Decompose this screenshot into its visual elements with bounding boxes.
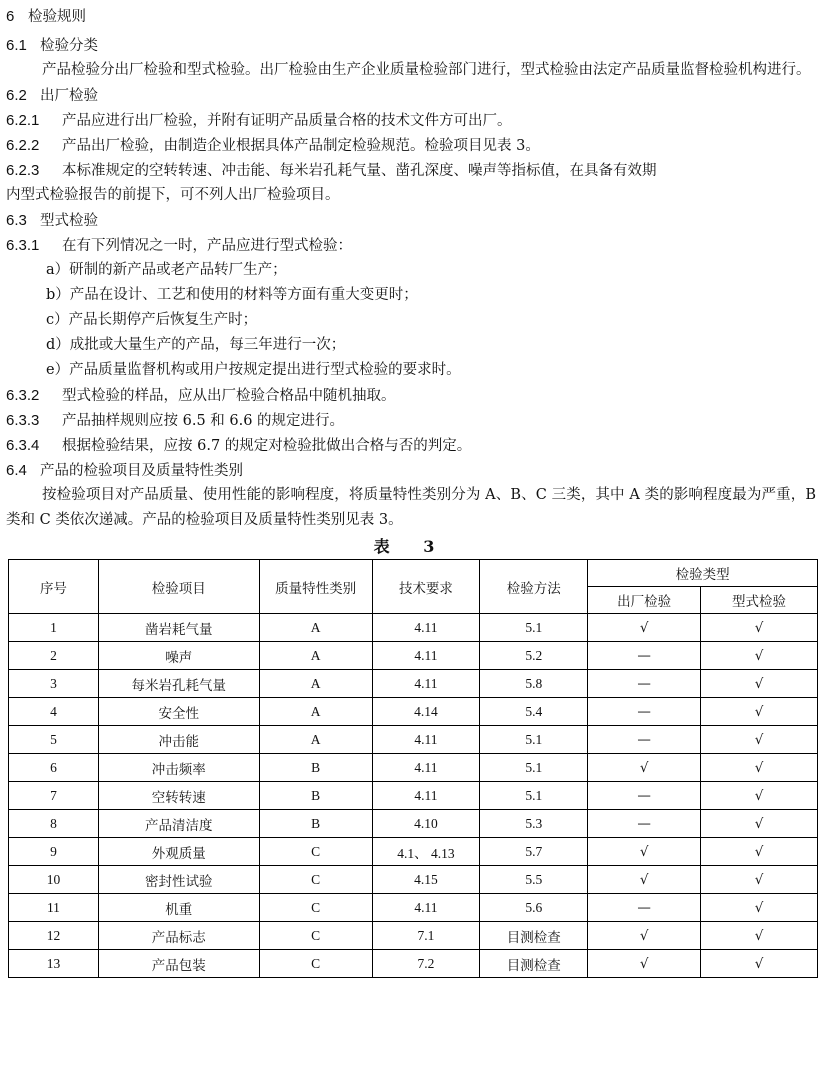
cell-requirement: 4.15	[372, 866, 480, 894]
factory-inspection-dash-icon	[588, 726, 701, 754]
table-row	[9, 922, 818, 950]
type-inspection-check-icon	[701, 950, 818, 978]
list-item: a）研制的新产品或老产品转厂生产；	[46, 262, 287, 278]
section-number: 6	[6, 8, 15, 25]
type-inspection-check-icon	[701, 726, 818, 754]
table-row	[9, 894, 818, 922]
cell-category: A	[259, 670, 372, 698]
table-row	[9, 866, 818, 894]
type-inspection-check-icon	[701, 754, 818, 782]
table-row	[9, 782, 818, 810]
cell-item: 每米岩孔耗气量	[98, 670, 259, 698]
list-item: d）成批或大量生产的产品，每三年进行一次；	[46, 337, 346, 353]
cell-item: 外观质量	[98, 838, 259, 866]
cell-requirement: 4.10	[372, 810, 480, 838]
cell-item: 安全性	[98, 698, 259, 726]
cell-method: 5.4	[480, 698, 588, 726]
cell-item: 冲击频率	[98, 754, 259, 782]
clause-number: 6.3.3	[6, 412, 40, 429]
cell-category: A	[259, 726, 372, 754]
section-6-4-paragraph: 按检验项目对产品质量、使用性能的影响程度，将质量特性类别分为 A、B、C 三类，其中 A 类的影响程度最为严重，B 类和 C 类依次递减。产品的检验项目及质量特性类别见表 3。	[6, 487, 816, 528]
section-number: 6.3	[6, 212, 27, 229]
clause-number: 6.3.1	[6, 237, 40, 254]
clause-text: 型式检验的样品，应从出厂检验合格品中随机抽取。	[62, 388, 396, 404]
clause-number: 6.3.4	[6, 437, 40, 454]
factory-inspection-check-icon	[588, 838, 701, 866]
section-number: 6.2	[6, 87, 27, 104]
cell-requirement: 4.14	[372, 698, 480, 726]
type-inspection-check-icon	[701, 782, 818, 810]
cell-method: 5.8	[480, 670, 588, 698]
cell-method: 5.1	[480, 754, 588, 782]
cell-method: 5.6	[480, 894, 588, 922]
table-row	[9, 670, 818, 698]
type-inspection-check-icon	[701, 642, 818, 670]
table-row	[9, 726, 818, 754]
clause-6-2-3	[6, 158, 816, 183]
section-number: 6.4	[6, 462, 27, 479]
type-inspection-check-icon	[701, 614, 818, 642]
cell-seq: 13	[9, 950, 99, 978]
header-item: 检验项目	[98, 560, 259, 614]
header-type-group: 检验类型	[588, 560, 818, 587]
header-seq: 序号	[9, 560, 99, 614]
cell-method: 5.5	[480, 866, 588, 894]
clause-text: 在有下列情况之一时，产品应进行型式检验：	[62, 238, 352, 254]
cell-category: C	[259, 922, 372, 950]
cell-category: C	[259, 950, 372, 978]
cell-seq: 1	[9, 614, 99, 642]
factory-inspection-dash-icon	[588, 698, 701, 726]
clause-6-3-4	[6, 433, 816, 458]
section-6-heading	[6, 4, 816, 29]
cell-seq: 7	[9, 782, 99, 810]
clause-6-3-1	[6, 233, 816, 258]
clause-6-2-2	[6, 133, 816, 158]
type-inspection-check-icon	[701, 670, 818, 698]
clause-number: 6.3.2	[6, 387, 40, 404]
list-item: c）产品长期停产后恢复生产时；	[46, 312, 258, 328]
header-requirement: 技术要求	[372, 560, 480, 614]
header-method: 检验方法	[480, 560, 588, 614]
inspection-items-table	[8, 559, 818, 978]
cell-method: 5.1	[480, 614, 588, 642]
clause-6-2-3-continuation: 内型式检验报告的前提下，可不列人出厂检验项目。	[6, 187, 340, 203]
cell-requirement: 4.11	[372, 782, 480, 810]
cell-seq: 4	[9, 698, 99, 726]
cell-category: A	[259, 698, 372, 726]
section-6-1-heading	[6, 33, 816, 58]
cell-item: 空转转速	[98, 782, 259, 810]
section-6-4-heading	[6, 458, 816, 483]
clause-number: 6.2.2	[6, 137, 40, 154]
clause-6-3-3	[6, 408, 816, 433]
list-item: e）产品质量监督机构或用户按规定提出进行型式检验的要求时。	[46, 362, 461, 378]
cell-item: 密封性试验	[98, 866, 259, 894]
list-item: b）产品在设计、工艺和使用的材料等方面有重大变更时；	[46, 287, 418, 303]
clause-6-3-2	[6, 383, 816, 408]
clause-6-2-1	[6, 108, 816, 133]
cell-method: 5.3	[480, 810, 588, 838]
cell-seq: 2	[9, 642, 99, 670]
factory-inspection-dash-icon	[588, 810, 701, 838]
cell-seq: 10	[9, 866, 99, 894]
cell-requirement: 4.11	[372, 894, 480, 922]
section-title: 检验分类	[40, 38, 98, 54]
table-row	[9, 754, 818, 782]
cell-method: 5.1	[480, 782, 588, 810]
table-row	[9, 614, 818, 642]
cell-category: C	[259, 838, 372, 866]
type-inspection-check-icon	[701, 698, 818, 726]
cell-method: 5.1	[480, 726, 588, 754]
cell-seq: 11	[9, 894, 99, 922]
cell-item: 产品清洁度	[98, 810, 259, 838]
cell-seq: 5	[9, 726, 99, 754]
section-6-1-paragraph: 产品检验分出厂检验和型式检验。出厂检验由生产企业质量检验部门进行，型式检验由法定产品质量监督检验机构进行。	[42, 62, 811, 78]
clause-text: 产品出厂检验，由制造企业根据具体产品制定检验规范。检验项目见表 3。	[62, 138, 540, 154]
section-title: 出厂检验	[40, 88, 98, 104]
cell-item: 机重	[98, 894, 259, 922]
factory-inspection-check-icon	[588, 950, 701, 978]
clause-text: 产品应进行出厂检验，并附有证明产品质量合格的技术文件方可出厂。	[62, 113, 512, 129]
cell-requirement: 4.11	[372, 726, 480, 754]
cell-item: 冲击能	[98, 726, 259, 754]
clause-text: 本标准规定的空转转速、冲击能、每米岩孔耗气量、凿孔深度、噪声等指标值，在具备有效期	[62, 163, 657, 179]
cell-method: 5.7	[480, 838, 588, 866]
section-6-2-heading	[6, 83, 816, 108]
section-6-3-heading	[6, 208, 816, 233]
section-title: 产品的检验项目及质量特性类别	[40, 463, 243, 479]
cell-item: 产品包装	[98, 950, 259, 978]
cell-requirement: 7.2	[372, 950, 480, 978]
cell-item: 噪声	[98, 642, 259, 670]
cell-category: C	[259, 866, 372, 894]
cell-requirement: 4.11	[372, 754, 480, 782]
cell-item: 凿岩耗气量	[98, 614, 259, 642]
header-type-inspection: 型式检验	[701, 587, 818, 614]
table-body	[9, 614, 818, 978]
cell-seq: 12	[9, 922, 99, 950]
section-number: 6.1	[6, 37, 27, 54]
header-category: 质量特性类别	[259, 560, 372, 614]
cell-requirement: 4.1、 4.13	[372, 838, 480, 866]
section-title: 检验规则	[28, 9, 86, 25]
factory-inspection-dash-icon	[588, 894, 701, 922]
cell-method: 目测检查	[480, 922, 588, 950]
clause-text: 产品抽样规则应按 6.5 和 6.6 的规定进行。	[62, 413, 345, 429]
cell-requirement: 7.1	[372, 922, 480, 950]
clause-number: 6.2.3	[6, 162, 40, 179]
table-row	[9, 810, 818, 838]
cell-requirement: 4.11	[372, 614, 480, 642]
factory-inspection-dash-icon	[588, 670, 701, 698]
header-factory-inspection: 出厂检验	[588, 587, 701, 614]
factory-inspection-dash-icon	[588, 782, 701, 810]
factory-inspection-check-icon	[588, 922, 701, 950]
section-title: 型式检验	[40, 213, 98, 229]
clause-number: 6.2.1	[6, 112, 40, 129]
cell-method: 5.2	[480, 642, 588, 670]
factory-inspection-check-icon	[588, 754, 701, 782]
cell-item: 产品标志	[98, 922, 259, 950]
table-row	[9, 698, 818, 726]
cell-method: 目测检查	[480, 950, 588, 978]
cell-category: B	[259, 810, 372, 838]
table-row	[9, 950, 818, 978]
type-inspection-check-icon	[701, 810, 818, 838]
cell-seq: 9	[9, 838, 99, 866]
factory-inspection-check-icon	[588, 866, 701, 894]
type-inspection-check-icon	[701, 894, 818, 922]
type-inspection-check-icon	[701, 838, 818, 866]
cell-category: B	[259, 782, 372, 810]
factory-inspection-check-icon	[588, 614, 701, 642]
table-row	[9, 838, 818, 866]
cell-requirement: 4.11	[372, 642, 480, 670]
cell-category: B	[259, 754, 372, 782]
cell-seq: 3	[9, 670, 99, 698]
cell-seq: 6	[9, 754, 99, 782]
clause-text: 根据检验结果，应按 6.7 的规定对检验批做出合格与否的判定。	[62, 438, 472, 454]
cell-category: A	[259, 614, 372, 642]
type-inspection-check-icon	[701, 922, 818, 950]
type-inspection-check-icon	[701, 866, 818, 894]
cell-seq: 8	[9, 810, 99, 838]
cell-category: C	[259, 894, 372, 922]
table-row	[9, 642, 818, 670]
factory-inspection-dash-icon	[588, 642, 701, 670]
cell-requirement: 4.11	[372, 670, 480, 698]
table-caption: 表 3	[373, 537, 449, 556]
cell-category: A	[259, 642, 372, 670]
